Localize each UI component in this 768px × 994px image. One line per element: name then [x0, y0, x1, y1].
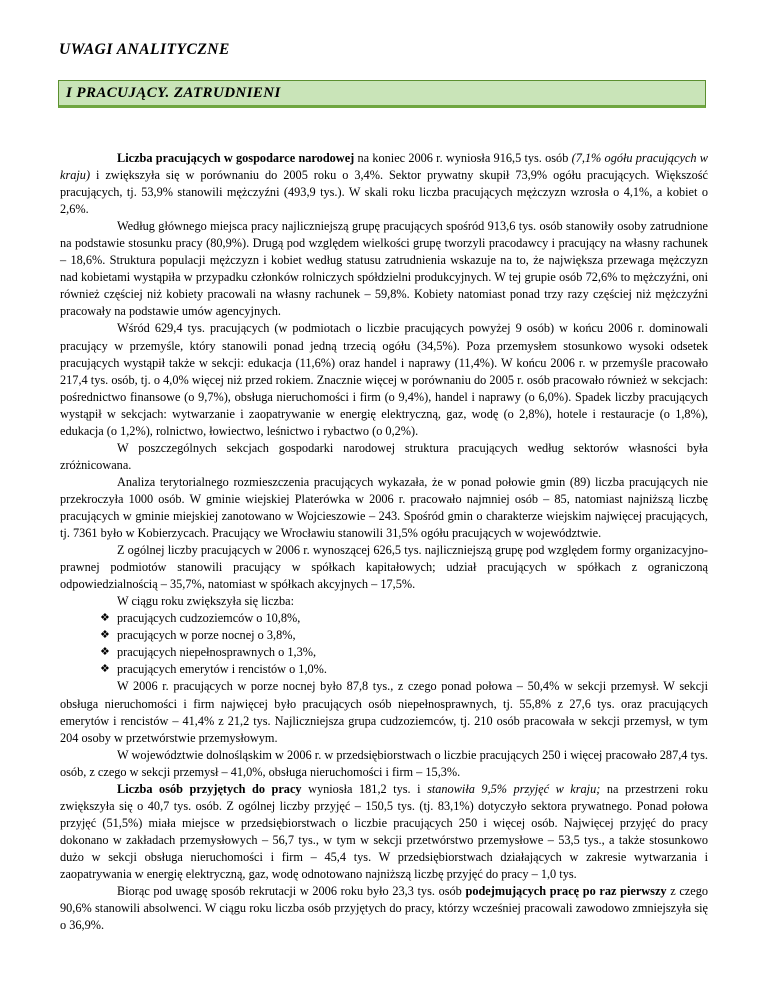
paragraph-8: W 2006 r. pracujących w porze nocnej było 87,8 tys., z czego ponad połowa – 50,4% w sekcji przemysł. W sekcji obsługa nieruchomości i firm najwięcej było pracujących osób niepełnosprawnych, tj. 55,8% z 27,6 tys. oraz pracujących emerytów i rencistów – 41,4% z 21,2 tys. Najliczniejsza grupa cudzoziemców, tj. 210 osób pracowała w sekcji przemysł, w tym 204 osoby w przetwórstwie przemysłowym.	[60, 679, 708, 745]
paragraph-1-text-a: na koniec 2006 r. wyniosła 916,5 tys. osób	[354, 151, 572, 165]
list-item	[60, 610, 708, 627]
diamond-bullet-icon: ❖	[100, 663, 110, 676]
list-item-text: pracujących cudzoziemców o 10,8%,	[117, 611, 301, 626]
paragraph-11-text-b: z czego 90,6% stanowili absolwenci. W ciągu roku liczba osób przyjętych do pracy, którzy wcześniej pracowali zawodowo zmniejszyła się o 36,9%.	[60, 884, 708, 933]
paragraph-11-text-a: Biorąc pod uwagę sposób rekrutacji w 2006 roku było 23,3 tys. osób	[117, 884, 466, 899]
paragraph-10-italic: stanowiła 9,5% przyjęć w kraju;	[427, 781, 601, 796]
paragraph-4: W poszczególnych sekcjach gospodarki narodowej struktura pracujących według sektorów własności była zróżnicowana.	[60, 440, 708, 472]
section-title: I PRACUJĄCY. ZATRUDNIENI	[66, 85, 281, 101]
list-item	[60, 661, 708, 678]
diamond-bullet-icon: ❖	[100, 629, 110, 642]
paragraph-10-text-b: na przestrzeni roku zwiększyła się o 40,7 tys. osób. Z ogólnej liczby przyjęć – 150,5 tys. (tj. 83,1%) dotyczyło sektora prywatnego. Ponad połowa przyjęć (51,5%) miała miejsce w przedsiębiorstwach o liczbie pracujących 250 i więcej osób. Najwięcej przyjęć do pracy dokonano w zakładach przemysłowych – 56,7 tys., w tym w sekcji przetwórstwo przemysłowe – 53,5 tys., a także stosunkowo dużo w sekcji obsługa nieruchomości i firm – 45,4 tys. W przedsiębiorstwach działających w zakresie wytwarzania i zaopatrywania w energię elektryczną, gaz, wodę odnotowano najniższą liczbę przyjęć do pracy – 1,0 tys.	[60, 781, 708, 881]
page-header: UWAGI ANALITYCZNE	[59, 41, 230, 58]
bullet-list	[60, 610, 708, 678]
list-item	[60, 644, 708, 661]
paragraph-5: Analiza terytorialnego rozmieszczenia pracujących wykazała, że w ponad połowie gmin (89) liczba pracujących nie przekroczyła 1000 osób. W gminie wiejskiej Platerówka w 2006 r. pracowało najmniej osób – 85, natomiast najniższą liczbę pracujących w gminie miejskiej zanotowano w Wojcieszowie – 243. Spośród gmin o charakterze wiejskim najwięcej pracujących, tj. 7361 było w Kobierzycach. Pracujący we Wrocławiu stanowili 31,5% ogółu pracujących w województwie.	[60, 474, 708, 541]
paragraph-6: Z ogólnej liczby pracujących w 2006 r. wynoszącej 626,5 tys. najliczniejszą grupę pod względem formy organizacyjno-prawnej podmiotów stanowili pracujący w spółkach kapitałowych; udział pracujących w spółkach z ograniczoną odpowiedzialnością – 35,7%, natomiast w spółkach akcyjnych – 17,5%.	[60, 543, 708, 592]
paragraph-3: Wśród 629,4 tys. pracujących (w podmiotach o liczbie pracujących powyżej 9 osób) w końcu 2006 r. dominowali pracujący w przemyśle, który stanowili ponad jedną trzecią ogółu (34,5%). Poza przemysłem stosunkowo wysoki odsetek pracujących wystąpił także w sekcji: edukacja (11,6%) oraz handel i naprawy (11,4%). W końcu 2006 r. w przemyśle pracowało 217,4 tys. osób, tj. o 4,0% więcej niż przed rokiem. Znacznie więcej w porównaniu do 2005 r. osób pracowało również w sekcjach: pośrednictwo finansowe (o 9,7%), obsługa nieruchomości i firm (o 9,4%), handel i naprawy (o 6,0%). Spadek liczby pracujących wystąpił w sekcjach: wytwarzanie i zaopatrywanie w energię elektryczną, gaz, wodę (o 2,8%), hotele i restauracje (o 1,8%), edukacja (o 1,2%), rolnictwo, łowiectwo, leśnictwo i rybactwo (o 0,2%).	[60, 321, 708, 438]
paragraph-10-text-a: wyniosła 181,2 tys. i	[301, 781, 428, 796]
paragraph-11	[60, 883, 708, 934]
paragraph-10	[60, 781, 708, 883]
list-item-text: pracujących emerytów i rencistów o 1,0%.	[117, 662, 327, 677]
diamond-bullet-icon: ❖	[100, 612, 110, 625]
paragraph-7: W ciągu roku zwiększyła się liczba:	[117, 594, 294, 609]
paragraph-11-bold: podejmujących pracę po raz pierwszy	[465, 884, 667, 899]
paragraph-10-bold: Liczba osób przyjętych do pracy	[117, 781, 302, 796]
diamond-bullet-icon: ❖	[100, 646, 110, 659]
paragraph-9: W województwie dolnośląskim w 2006 r. w przedsiębiorstwach o liczbie pracujących 250 i więcej pracowało 287,4 tys. osób, z czego w sekcji przemysł – 41,0%, obsługa nieruchomości i firm – 15,3%.	[60, 747, 708, 779]
paragraph-2: Według głównego miejsca pracy najliczniejszą grupę pracujących spośród 913,6 tys. osób stanowiły osoby zatrudnione na podstawie stosunku pracy (80,9%). Drugą pod względem wielkości grupę tworzyli pracodawcy i pracujący na własny rachunek – 18,6%. Struktura populacji mężczyzn i kobiet według statusu zatrudnienia wskazuje na to, że największa przewaga mężczyzn nad kobietami wystąpiła w przypadku członków rolniczych spółdzielni produkcyjnych. W tej grupie osób 72,6% to mężczyźni, oni również częściej niż kobiety pracowali na własny rachunek – 59,8%. Kobiety natomiast ponad trzy razy częściej niż mężczyźni pracowały na podstawie umów agencyjnych.	[60, 219, 708, 319]
section-heading-box	[58, 80, 706, 108]
paragraph-1-bold: Liczba pracujących w gospodarce narodowej	[117, 151, 355, 165]
paragraph-1-italic: (7,1% ogółu pracujących w kraju)	[60, 151, 709, 183]
list-item-text: pracujących niepełnosprawnych o 1,3%,	[117, 645, 317, 660]
list-item	[60, 627, 708, 644]
list-item-text: pracujących w porze nocnej o 3,8%,	[117, 628, 296, 643]
paragraph-1	[60, 150, 708, 218]
paragraph-1-text-b: i zwiększyła się w porównaniu do 2005 roku o 3,4%. Sektor prywatny skupił 73,9% ogółu pracujących. Większość pracujących, tj. 53,9% stanowili mężczyźni (493,9 tys.). W skali roku liczba pracujących mężczyzn wzrosła o 4,1%, a kobiet o 2,6%.	[60, 168, 708, 217]
document-body	[60, 150, 708, 934]
